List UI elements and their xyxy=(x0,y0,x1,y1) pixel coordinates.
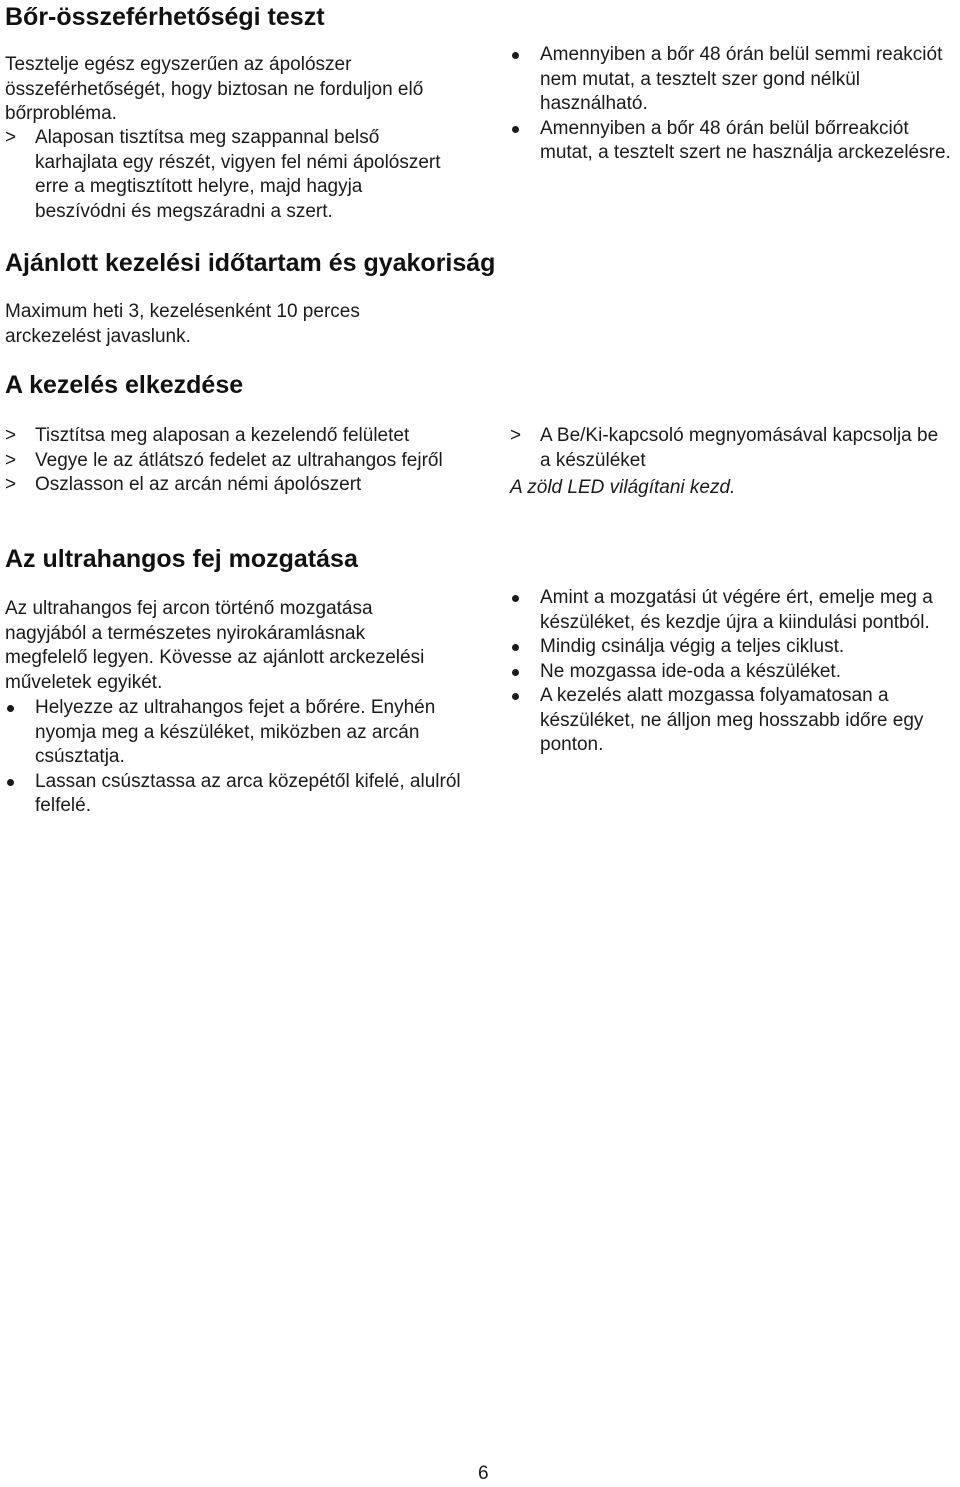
movement-intro: Az ultrahangos fej arcon történő mozgatása nagyjából a természetes nyirokáramlásnak megfelelő legyen. Kövesse az ajánlott arckezelési műveletek egyikét. xyxy=(5,598,425,693)
arrow-marker: > xyxy=(510,425,522,446)
arrow-marker: > xyxy=(5,449,17,471)
movement-bullets-left xyxy=(5,696,465,819)
list-item: Ne mozgassa ide-oda a készüléket. xyxy=(510,660,960,685)
bullet-icon xyxy=(512,126,519,133)
list-item: A kezelés alatt mozgassa folyamatosan a készüléket, ne álljon meg hosszabb időre egy ponton. xyxy=(510,684,960,758)
page-number: 6 xyxy=(478,1463,489,1484)
arrow-marker: > xyxy=(5,127,17,148)
start-title: A kezelés elkezdése xyxy=(5,371,244,399)
list-item: > Vegye le az átlátszó fedelet az ultrahangos fejről xyxy=(5,449,445,474)
start-steps-right xyxy=(510,424,950,473)
movement-title: Az ultrahangos fej mozgatása xyxy=(5,545,358,573)
bullet-icon xyxy=(512,52,519,59)
list-item: > Alaposan tisztítsa meg szappannal belső karhajlata egy részét, vigyen fel némi ápolószert erre a megtisztított helyre, majd hagyja beszívódni és megszáradni a szert. xyxy=(5,127,441,222)
bullet-icon xyxy=(512,595,519,602)
skin-test-steps xyxy=(5,126,445,224)
list-item: Helyezze az ultrahangos fejet a bőrére. Enyhén nyomja meg a készüléket, miközben az arcán csúsztatja. xyxy=(5,696,465,770)
bullet-icon xyxy=(512,644,519,651)
list-item: Amennyiben a bőr 48 órán belül semmi reakciót nem mutat, a tesztelt szer gond nélkül használható. xyxy=(510,43,960,117)
list-item: > Oszlasson el az arcán némi ápolószert xyxy=(5,473,445,498)
duration-text: Maximum heti 3, kezelésenként 10 perces arckezelést javaslunk. xyxy=(5,301,360,347)
duration-title: Ajánlott kezelési időtartam és gyakoriság xyxy=(5,249,496,277)
list-item: > Tisztítsa meg alaposan a kezelendő felületet xyxy=(5,424,445,449)
list-item: Lassan csúsztassa az arca közepétől kifelé, alulról felfelé. xyxy=(5,770,465,819)
skin-test-intro: Tesztelje egész egyszerűen az ápolószer összeférhetőségét, hogy biztosan ne forduljon elő bőrprobléma. xyxy=(5,54,424,124)
bullet-icon xyxy=(512,669,519,676)
arrow-marker: > xyxy=(5,474,17,495)
skin-test-results xyxy=(510,43,960,166)
list-item: Amennyiben a bőr 48 órán belül bőrreakciót mutat, a tesztelt szert ne használja arckezelésre. xyxy=(510,117,960,166)
skin-test-title: Bőr-összeférhetőségi teszt xyxy=(5,3,325,31)
bullet-icon xyxy=(7,779,14,786)
list-item: Amint a mozgatási út végére ért, emelje meg a készüléket, és kezdje újra a kiindulási pontból. xyxy=(510,586,960,635)
list-item: > A Be/Ki-kapcsoló megnyomásával kapcsolja be a készüléket xyxy=(510,425,939,471)
bullet-icon xyxy=(7,705,14,712)
start-steps-left xyxy=(5,424,445,498)
movement-bullets-right xyxy=(510,586,960,758)
list-item: Mindig csinálja végig a teljes ciklust. xyxy=(510,635,960,660)
bullet-icon xyxy=(512,693,519,700)
arrow-marker: > xyxy=(5,425,17,446)
led-note: A zöld LED világítani kezd. xyxy=(510,477,736,498)
